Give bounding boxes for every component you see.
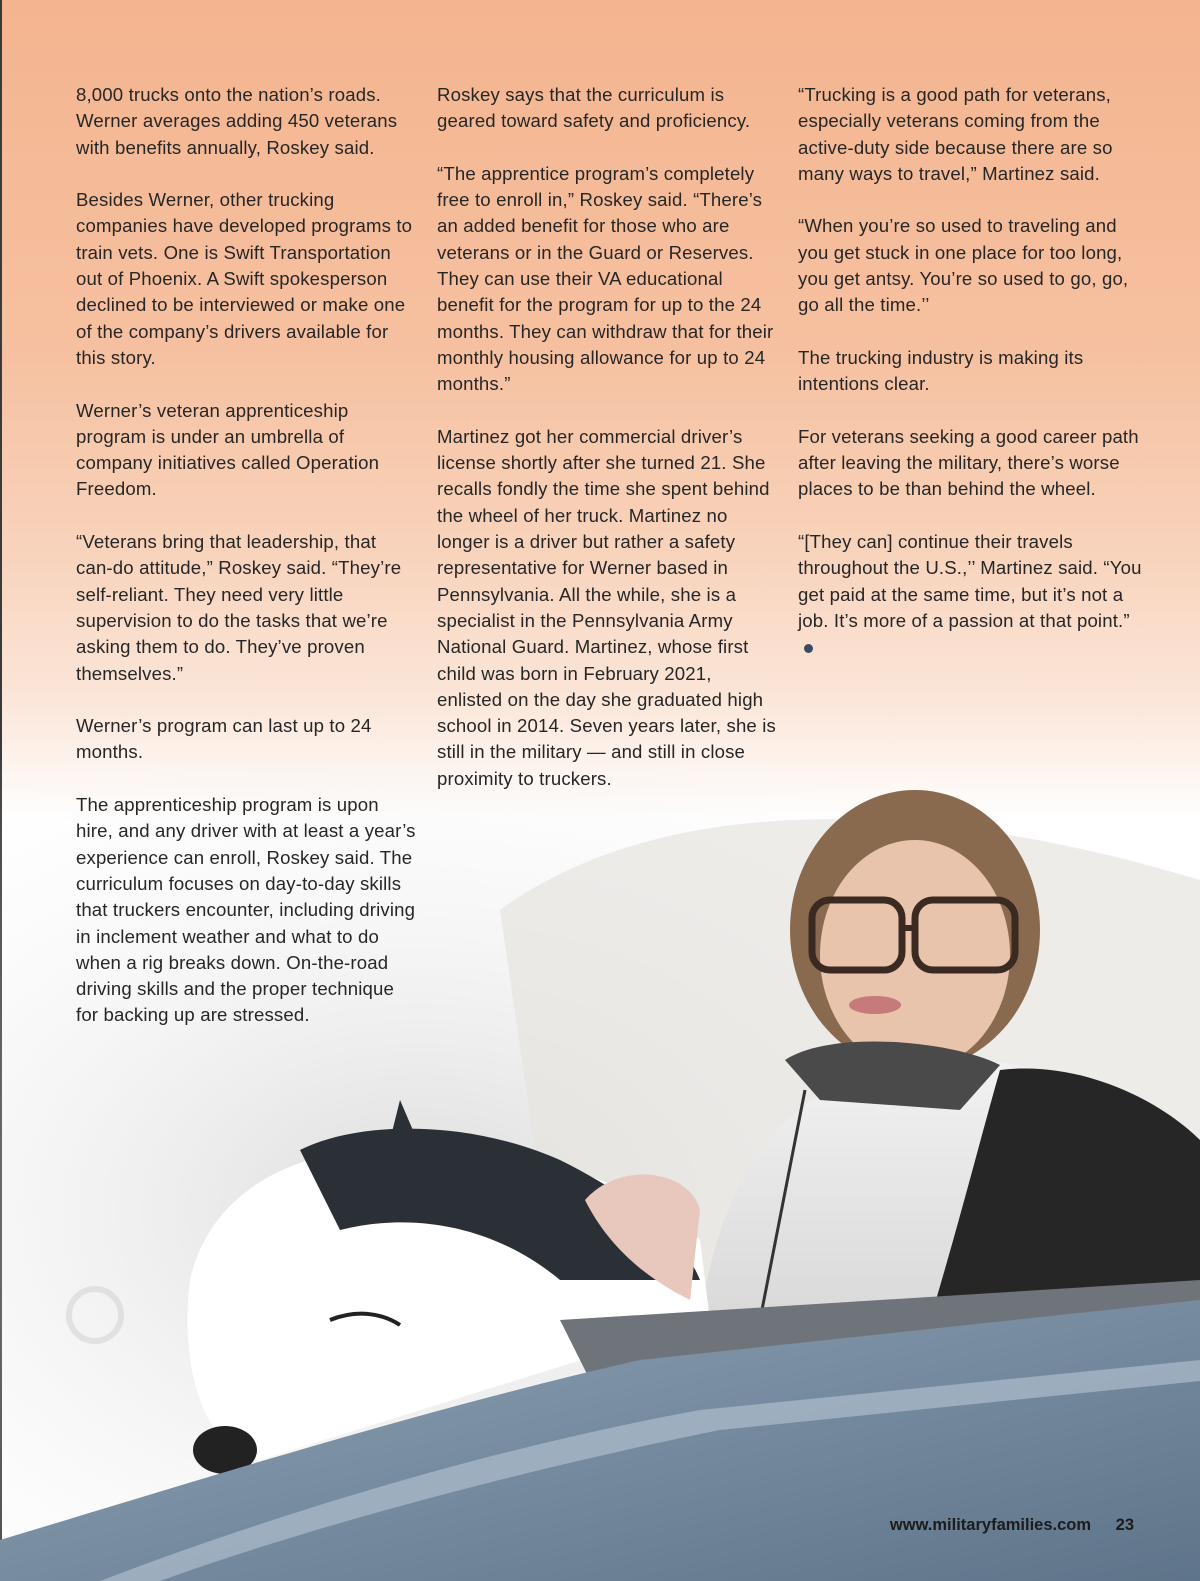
end-of-story-dot-icon (804, 644, 813, 653)
text-column-1 (76, 82, 416, 1055)
lips (849, 996, 901, 1014)
paragraph: Roskey says that the curriculum is geared toward safety and proficiency. (437, 84, 751, 132)
page-number: 23 (1115, 1516, 1134, 1534)
paragraph: “The apprentice program’s completely free to enroll in,” Roskey said. “There’s an added benefit for those who are veterans or in the Guard or Reserves. They can use their VA educational benefit for the program for up to the 24 months. They can withdraw that for their monthly housing allowance for up to 24 months.” (437, 162, 774, 395)
final-paragraph-text: “[They can] continue their travels throughout the U.S.,’’ Martinez said. “You get paid at the same time, but it’s not a job. It’s more of a passion at that point.” (798, 531, 1142, 631)
text-column-3 (798, 82, 1143, 687)
paragraph: For veterans seeking a good career path after leaving the military, there’s worse places to be than behind the wheel. (798, 425, 1139, 500)
footer-url: www.militaryfamilies.com (889, 1516, 1092, 1534)
paragraph: 8,000 trucks onto the nation’s roads. Werner averages adding 450 veterans with benefits annually, Roskey said. (76, 84, 398, 158)
final-paragraph (798, 529, 1143, 660)
paragraph: The trucking industry is making its intentions clear. (798, 346, 1084, 395)
paragraph: The apprenticeship program is upon hire, and any driver with at least a year’s experience can enroll, Roskey said. The curriculum focuses on day-to-day skills that truckers encounter, including driving in inclement weather and what to do when a rig breaks down. On-the-road driving skills and the proper technique for backing up are stressed. (76, 794, 416, 1026)
paragraph: Besides Werner, other trucking companies have developed programs to train vets. One is Swift Transportation out of Phoenix. A Swift spokesperson declined to be interviewed or make one of the company’s drivers available for this story. (76, 189, 413, 368)
paragraph: Martinez got her commercial driver’s license shortly after she turned 21. She recalls fondly the time she spent behind the wheel of her truck. Martinez no longer is a driver but rather a safety representative for Werner based in Pennsylvania. All the while, she is a specialist in the Pennsylvania Army National Guard. Martinez, whose first child was born in February 2021, enlisted on the day she graduated high school in 2014. Seven years later, she is still in the military — and still in close proximity to truckers. (437, 425, 776, 789)
paragraph: “Veterans bring that leadership, that can-do attitude,” Roskey said. “They’re self-reliant. They need very little supervision to do the tasks that we’re asking them to do. They’ve proven themselves.” (76, 531, 402, 684)
paragraph: “Trucking is a good path for veterans, especially veterans coming from the active-duty side because there are so many ways to travel,” Martinez said. (798, 84, 1113, 184)
paragraph: Werner’s veteran apprenticeship program is under an umbrella of company initiatives called Operation Freedom. (76, 399, 380, 500)
paragraph: “When you’re so used to traveling and you get stuck in one place for too long, you get antsy. You’re so used to go, go, go all the time.’’ (798, 215, 1129, 316)
text-column-2 (437, 82, 782, 818)
page-footer (890, 1516, 1134, 1535)
paragraph: Werner’s program can last up to 24 months. (76, 715, 372, 763)
